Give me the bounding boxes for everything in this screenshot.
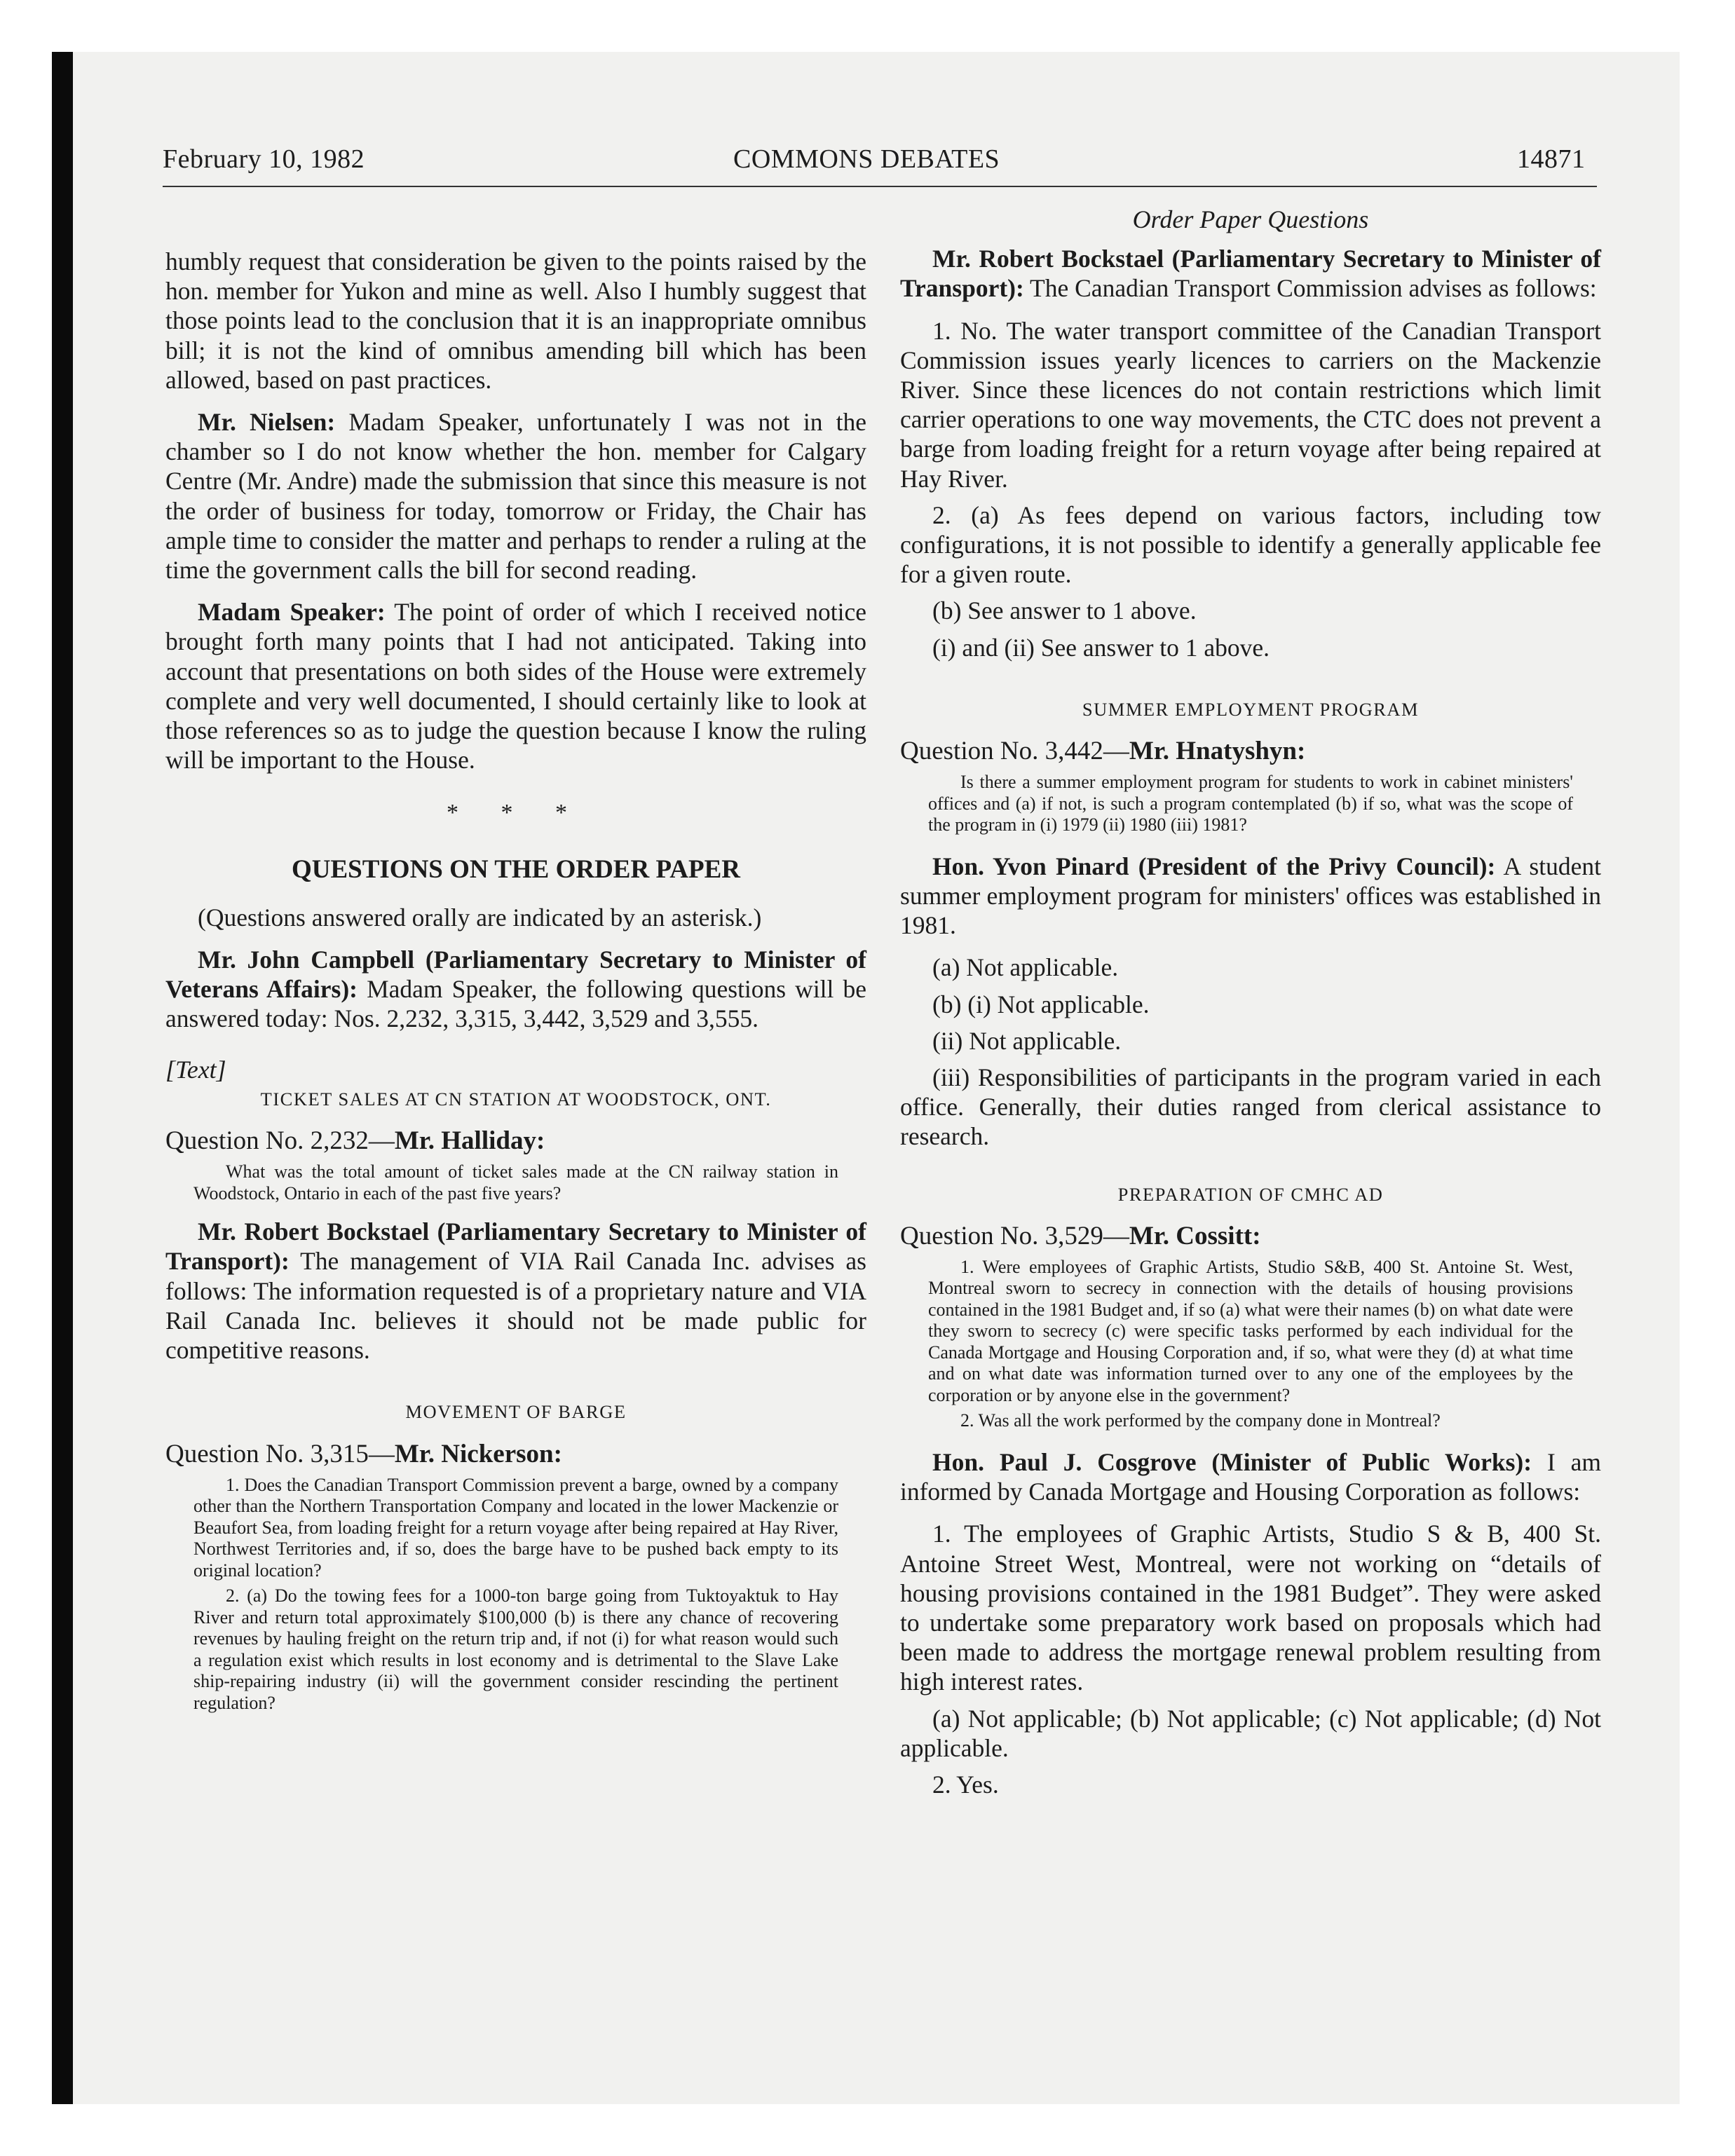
- speech-text: The Canadian Transport Commission advises as follows:: [1023, 274, 1597, 303]
- answer-item: 1. The employees of Graphic Artists, Studio S & B, 400 St. Antoine Street West, Montreal, were not working on “details of housing provisions contained in the 1981 Budget”. They were asked to undertake some preparatory work based on proposals which had been made to address the mortgage renewal problem resulting from high interest rates.: [900, 1520, 1601, 1696]
- paragraph: [900, 852, 1601, 941]
- header-title: COMMONS DEBATES: [733, 144, 1000, 174]
- answer-item: (ii) Not applicable.: [932, 1026, 1122, 1055]
- paragraph: [165, 945, 866, 1034]
- question-number: Question No. 3,529—: [900, 1221, 1129, 1250]
- answer-item: (i) and (ii) See answer to 1 above.: [932, 633, 1270, 662]
- question-text: 1. Does the Canadian Transport Commission prevent a barge, owned by a company other than the Northern Transportation Company and located in the lower Mackenzie or Beaufort Sea, from loading freight for a return voyage after being repaired at Hay River, Northwest Territories and, if so, does the barge have to be pushed back empty to its original location?: [193, 1474, 838, 1581]
- section-divider: * * *: [447, 800, 585, 826]
- header-page-number: 14871: [1517, 144, 1586, 174]
- speech-text: Madam Speaker, unfortunately I was not in the chamber so I do not know whether the hon. member for Calgary Centre (Mr. Andre) made the submission that since this measure is not the order of business for today, tomorrow or Friday, the Chair has ample time to consider the matter and perhaps to render a ruling at the time the government calls the bill for second reading.: [165, 408, 866, 585]
- question-member: Mr. Cossitt:: [1129, 1221, 1261, 1250]
- answer-item: (b) (i) Not applicable.: [932, 990, 1150, 1018]
- question-text: 2. Was all the work performed by the company done in Montreal?: [960, 1410, 1441, 1431]
- answer-item: (b) See answer to 1 above.: [932, 596, 1197, 625]
- question-member: Mr. Nickerson:: [394, 1439, 562, 1468]
- question-heading: PREPARATION OF CMHC AD: [1117, 1183, 1384, 1205]
- question-number: Question No. 3,315—: [165, 1439, 395, 1468]
- speaker-name: Mr. John Campbell (Parliamentary Secretary to Minister of Veterans Affairs):: [165, 946, 866, 1004]
- speech-text: A student summer employment program for ministers' offices was established in 1981.: [900, 852, 1601, 940]
- speech-text: Madam Speaker, the following questions will be answered today: Nos. 2,232, 3,315, 3,442, 3,529 and 3,555.: [165, 975, 866, 1033]
- question-heading: SUMMER EMPLOYMENT PROGRAM: [1082, 698, 1420, 720]
- question-heading: MOVEMENT OF BARGE: [405, 1401, 627, 1423]
- speech-text: I am informed by Canada Mortgage and Housing Corporation as follows:: [900, 1447, 1601, 1506]
- question-member: Mr. Hnatyshyn:: [1129, 737, 1306, 766]
- question-text: Is there a summer employment program for students to work in cabinet ministers' offices and (a) if not, is such a program contemplated (b) if so, what was the scope of the program in (i) 1979 (ii) 1980 (iii) 1981?: [928, 772, 1573, 835]
- question-line: [165, 1440, 866, 1469]
- question-line: [900, 737, 1601, 766]
- question-heading: TICKET SALES AT CN STATION AT WOODSTOCK, ONT.: [260, 1088, 772, 1110]
- paragraph: [165, 407, 866, 585]
- question-member: Mr. Halliday:: [394, 1126, 545, 1156]
- question-number: Question No. 2,232—: [165, 1126, 395, 1156]
- paragraph: [900, 1447, 1601, 1506]
- speaker-name: Mr. Robert Bockstael (Parliamentary Secretary to Minister of Transport):: [165, 1217, 866, 1276]
- answer-item: (iii) Responsibilities of participants in the program varied in each office. Generally, their duties ranged from clerical assistance to research.: [900, 1063, 1601, 1151]
- speaker-name: Madam Speaker:: [198, 598, 386, 627]
- speaker-name: Hon. Paul J. Cosgrove (Minister of Public Works):: [932, 1447, 1532, 1476]
- left-column: [165, 247, 866, 1718]
- question-number: Question No. 3,442—: [900, 737, 1129, 766]
- speaker-name: Mr. Nielsen:: [198, 408, 336, 437]
- question-text: 2. (a) Do the towing fees for a 1000-ton barge going from Tuktoyaktuk to Hay River and return total approximately $100,000 (b) is there any chance of recovering revenues by hauling freight on the return trip and, if not (i) for what reason would such a regulation exist which results in lost economy and is detrimental to the Slave Lake ship-repairing industry (ii) will the government consider rescinding the pertinent regulation?: [193, 1585, 838, 1713]
- running-head: Order Paper Questions: [1132, 205, 1369, 233]
- speaker-name: Mr. Robert Bockstael (Parliamentary Secretary to Minister of Transport):: [900, 245, 1601, 303]
- paragraph: [900, 244, 1601, 303]
- answer-item: 2. (a) As fees depend on various factors, including tow configurations, it is not possible to identify a generally applicable fee for a given route.: [900, 500, 1601, 589]
- header-rule: [163, 186, 1597, 187]
- speech-text: The management of VIA Rail Canada Inc. advises as follows: The information requested is of a proprietary nature and VIA Rail Canada Inc. believes it should not be made public for competitive reasons.: [165, 1247, 866, 1365]
- text-tag: [Text]: [165, 1055, 226, 1084]
- answer-item: 1. No. The water transport committee of the Canadian Transport Commission issues yearly licences to carriers on the Mackenzie River. Since these licences do not contain restrictions which limit carrier operations to one way movements, the CTC does not prevent a barge from loading freight for a return voyage after being repaired at Hay River.: [900, 316, 1601, 493]
- right-column: [900, 205, 1601, 1806]
- question-line: [900, 1222, 1601, 1251]
- question-text: What was the total amount of ticket sales made at the CN railway station in Woodstock, Ontario in each of the past five years?: [193, 1161, 838, 1203]
- header-date: February 10, 1982: [163, 144, 365, 174]
- scan-edge: [52, 52, 73, 2104]
- paragraph: humbly request that consideration be given to the points raised by the hon. member for Yukon and mine as well. Also I humbly suggest that those points lead to the conclusion that it is an inappropriate omnibus bill; it is not the kind of omnibus amending bill which has been allowed, based on past practices.: [165, 247, 866, 394]
- paragraph: [165, 597, 866, 775]
- answer-item: (a) Not applicable; (b) Not applicable; (c) Not applicable; (d) Not applicable.: [900, 1704, 1601, 1762]
- question-text: 1. Were employees of Graphic Artists, Studio S&B, 400 St. Antoine St. West, Montreal sworn to secrecy in connection with the details of housing provisions contained in the 1981 Budget and, if so (a) what were their names (b) on what date were they sworn to secrecy (c) were specific tasks performed by each individual for the Canada Mortgage and Housing Corporation and, if so, what were they (d) at what time and on what date was information turned over to any one of the employees by the corporation or by anyone else in the government?: [928, 1256, 1573, 1405]
- speech-text: The point of order of which I received notice brought forth many points that I had not anticipated. Taking into account that presentations on both sides of the House were extremely complete and very well documented, I should certainly like to look at those references so as to judge the question because I know the ruling will be important to the House.: [165, 598, 866, 775]
- section-title: QUESTIONS ON THE ORDER PAPER: [291, 854, 741, 884]
- answer-item: (a) Not applicable.: [932, 953, 1119, 982]
- answer-item: 2. Yes.: [932, 1770, 999, 1799]
- section-note: (Questions answered orally are indicated by an asterisk.): [198, 903, 762, 932]
- speaker-name: Hon. Yvon Pinard (President of the Privy Council):: [932, 852, 1496, 880]
- question-line: [165, 1126, 866, 1156]
- paragraph: [165, 1217, 866, 1365]
